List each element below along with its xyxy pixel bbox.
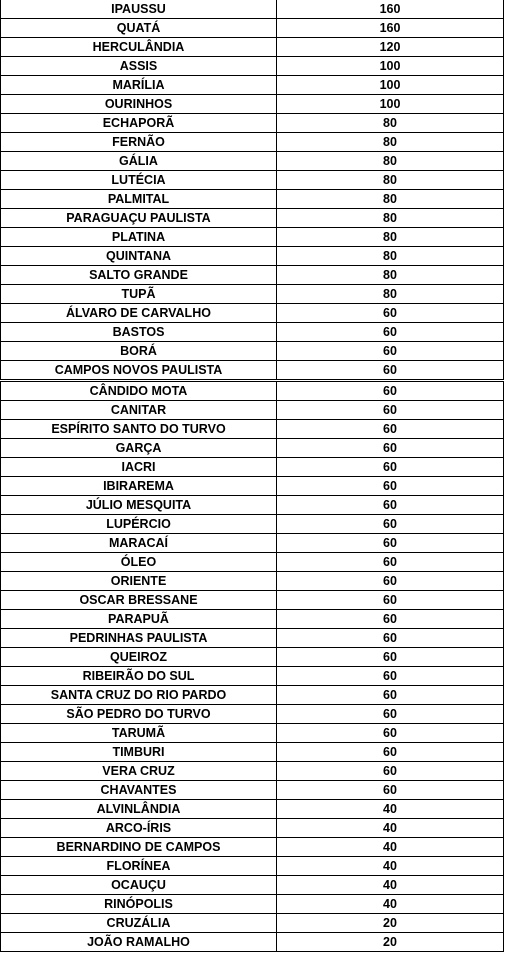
city-name-cell[interactable]: FLORÍNEA (1, 857, 277, 876)
value-cell[interactable]: 40 (277, 857, 504, 876)
table-row (1, 439, 504, 458)
city-name-cell[interactable]: GÁLIA (1, 152, 277, 171)
city-name-cell[interactable]: QUATÁ (1, 19, 277, 38)
city-name-cell[interactable]: QUEIROZ (1, 648, 277, 667)
value-cell[interactable]: 60 (277, 610, 504, 629)
table-row (1, 933, 504, 952)
city-name-cell[interactable]: FERNÃO (1, 133, 277, 152)
city-name-cell[interactable]: ESPÍRITO SANTO DO TURVO (1, 420, 277, 439)
city-name-cell[interactable]: BASTOS (1, 323, 277, 342)
table-row (1, 19, 504, 38)
city-name-cell[interactable]: CÂNDIDO MOTA (1, 381, 277, 401)
city-name-cell[interactable]: MARÍLIA (1, 76, 277, 95)
table-row (1, 762, 504, 781)
city-name-cell[interactable]: PARAGUAÇU PAULISTA (1, 209, 277, 228)
city-name-cell[interactable]: CHAVANTES (1, 781, 277, 800)
value-cell[interactable]: 40 (277, 819, 504, 838)
city-name-cell[interactable]: IBIRAREMA (1, 477, 277, 496)
city-name-cell[interactable]: BORÁ (1, 342, 277, 361)
value-cell[interactable]: 60 (277, 781, 504, 800)
value-cell[interactable]: 80 (277, 152, 504, 171)
table-row (1, 342, 504, 361)
city-name-cell[interactable]: JÚLIO MESQUITA (1, 496, 277, 515)
city-name-cell[interactable]: JOÃO RAMALHO (1, 933, 277, 952)
value-cell[interactable]: 20 (277, 914, 504, 933)
table-row (1, 838, 504, 857)
cutoff-row-fragment (0, 970, 512, 976)
table-row (1, 114, 504, 133)
value-cell[interactable]: 60 (277, 515, 504, 534)
value-cell[interactable]: 60 (277, 496, 504, 515)
city-name-cell[interactable]: RINÓPOLIS (1, 895, 277, 914)
city-name-cell[interactable]: IPAUSSU (1, 0, 277, 19)
table-row (1, 323, 504, 342)
city-name-cell[interactable]: PARAPUÃ (1, 610, 277, 629)
city-name-cell[interactable]: ÓLEO (1, 553, 277, 572)
value-cell[interactable]: 60 (277, 534, 504, 553)
value-cell[interactable]: 60 (277, 361, 504, 381)
city-name-cell[interactable]: ÁLVARO DE CARVALHO (1, 304, 277, 323)
city-name-cell[interactable]: PALMITAL (1, 190, 277, 209)
table-row (1, 743, 504, 762)
value-cell[interactable]: 60 (277, 629, 504, 648)
table-row (1, 477, 504, 496)
city-name-cell[interactable]: QUINTANA (1, 247, 277, 266)
table-row (1, 152, 504, 171)
value-cell[interactable]: 20 (277, 933, 504, 952)
table-row (1, 591, 504, 610)
value-cell[interactable]: 60 (277, 420, 504, 439)
value-cell[interactable]: 60 (277, 323, 504, 342)
table-row (1, 648, 504, 667)
value-cell[interactable]: 160 (277, 19, 504, 38)
value-cell[interactable]: 160 (277, 0, 504, 19)
table-row (1, 895, 504, 914)
value-cell[interactable]: 60 (277, 686, 504, 705)
value-cell[interactable]: 60 (277, 304, 504, 323)
city-name-cell[interactable]: ORIENTE (1, 572, 277, 591)
table-row (1, 133, 504, 152)
value-cell[interactable]: 80 (277, 228, 504, 247)
city-name-cell[interactable]: HERCULÂNDIA (1, 38, 277, 57)
city-name-cell[interactable]: IACRI (1, 458, 277, 477)
table-row (1, 228, 504, 247)
value-cell[interactable]: 100 (277, 57, 504, 76)
table-row (1, 914, 504, 933)
table-row (1, 420, 504, 439)
city-name-cell[interactable]: OCAUÇU (1, 876, 277, 895)
table-row (1, 515, 504, 534)
city-name-cell[interactable]: TUPÃ (1, 285, 277, 304)
table-body (1, 0, 504, 952)
table-row (1, 381, 504, 401)
value-cell[interactable]: 60 (277, 648, 504, 667)
table-row (1, 857, 504, 876)
table-row (1, 819, 504, 838)
table-row (1, 724, 504, 743)
value-cell[interactable]: 80 (277, 266, 504, 285)
table-row (1, 266, 504, 285)
table-row (1, 572, 504, 591)
value-cell[interactable]: 80 (277, 247, 504, 266)
city-name-cell[interactable]: PLATINA (1, 228, 277, 247)
value-cell[interactable]: 40 (277, 895, 504, 914)
city-name-cell[interactable]: VERA CRUZ (1, 762, 277, 781)
value-cell[interactable]: 80 (277, 171, 504, 190)
value-cell[interactable]: 60 (277, 553, 504, 572)
table-row (1, 781, 504, 800)
table-row (1, 667, 504, 686)
city-name-cell[interactable]: ASSIS (1, 57, 277, 76)
value-cell[interactable]: 120 (277, 38, 504, 57)
value-cell[interactable]: 80 (277, 190, 504, 209)
city-name-cell[interactable]: TARUMÃ (1, 724, 277, 743)
city-name-cell[interactable]: LUTÉCIA (1, 171, 277, 190)
city-name-cell[interactable]: MARACAÍ (1, 534, 277, 553)
value-cell[interactable]: 80 (277, 285, 504, 304)
table-row (1, 401, 504, 420)
table-row (1, 38, 504, 57)
city-name-cell[interactable]: RIBEIRÃO DO SUL (1, 667, 277, 686)
value-cell[interactable]: 60 (277, 743, 504, 762)
value-cell[interactable]: 80 (277, 209, 504, 228)
city-name-cell[interactable]: OSCAR BRESSANE (1, 591, 277, 610)
table-row (1, 553, 504, 572)
table-row (1, 361, 504, 381)
table-row (1, 705, 504, 724)
table-row (1, 800, 504, 819)
table-row (1, 458, 504, 477)
value-cell[interactable]: 60 (277, 342, 504, 361)
city-name-cell[interactable]: ARCO-ÍRIS (1, 819, 277, 838)
table-row (1, 304, 504, 323)
city-name-cell[interactable]: LUPÉRCIO (1, 515, 277, 534)
city-name-cell[interactable]: CRUZÁLIA (1, 914, 277, 933)
city-name-cell[interactable]: SALTO GRANDE (1, 266, 277, 285)
city-name-cell[interactable]: PEDRINHAS PAULISTA (1, 629, 277, 648)
value-cell[interactable]: 60 (277, 401, 504, 420)
table-row (1, 496, 504, 515)
city-name-cell[interactable]: TIMBURI (1, 743, 277, 762)
city-name-cell[interactable]: ECHAPORÃ (1, 114, 277, 133)
table-row (1, 76, 504, 95)
city-name-cell[interactable]: BERNARDINO DE CAMPOS (1, 838, 277, 857)
city-name-cell[interactable]: GARÇA (1, 439, 277, 458)
table-row (1, 190, 504, 209)
value-cell[interactable]: 60 (277, 439, 504, 458)
city-name-cell[interactable]: CAMPOS NOVOS PAULISTA (1, 361, 277, 381)
table-row (1, 0, 504, 19)
city-name-cell[interactable]: SANTA CRUZ DO RIO PARDO (1, 686, 277, 705)
value-cell[interactable]: 60 (277, 724, 504, 743)
table-row (1, 610, 504, 629)
table-row (1, 686, 504, 705)
table-row (1, 95, 504, 114)
table-row (1, 534, 504, 553)
city-name-cell[interactable]: SÃO PEDRO DO TURVO (1, 705, 277, 724)
city-name-cell[interactable]: OURINHOS (1, 95, 277, 114)
city-name-cell[interactable]: ALVINLÂNDIA (1, 800, 277, 819)
value-cell[interactable]: 100 (277, 95, 504, 114)
table-row (1, 171, 504, 190)
value-cell[interactable]: 60 (277, 591, 504, 610)
value-cell[interactable]: 60 (277, 381, 504, 401)
value-cell[interactable]: 40 (277, 876, 504, 895)
value-cell[interactable]: 60 (277, 705, 504, 724)
value-cell[interactable]: 40 (277, 838, 504, 857)
value-cell[interactable]: 60 (277, 458, 504, 477)
value-cell[interactable]: 60 (277, 572, 504, 591)
value-cell[interactable]: 60 (277, 667, 504, 686)
value-cell[interactable]: 60 (277, 477, 504, 496)
value-cell[interactable]: 80 (277, 114, 504, 133)
table-row (1, 247, 504, 266)
value-cell[interactable]: 100 (277, 76, 504, 95)
value-cell[interactable]: 60 (277, 762, 504, 781)
table-row (1, 57, 504, 76)
value-cell[interactable]: 80 (277, 133, 504, 152)
table-row (1, 629, 504, 648)
table-row (1, 209, 504, 228)
value-cell[interactable]: 40 (277, 800, 504, 819)
table-row (1, 285, 504, 304)
table-row (1, 876, 504, 895)
city-name-cell[interactable]: CANITAR (1, 401, 277, 420)
